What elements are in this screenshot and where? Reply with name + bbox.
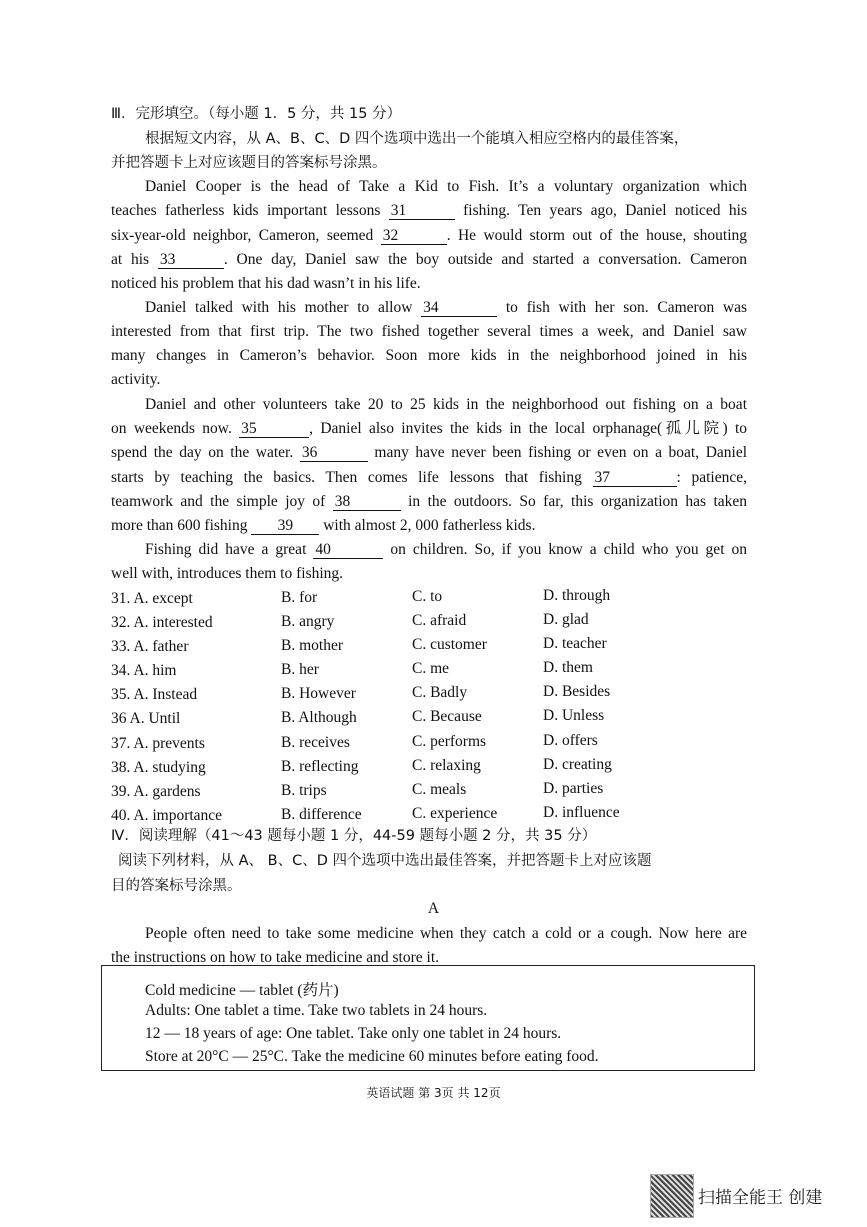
option-a: 36 A. Until [111, 710, 181, 727]
option-c: C. performs [412, 733, 487, 750]
option-d: D. glad [543, 611, 589, 628]
passage-line [111, 443, 747, 463]
passage-line [111, 419, 747, 439]
passage-text: on weekends now. [111, 420, 232, 437]
page-footer: 英语试题 第 3页 共 12页 [366, 1086, 501, 1100]
passage-line [111, 226, 747, 246]
option-c: C. experience [412, 805, 498, 822]
section-3-heading: Ⅲ．完形填空。（每小题 1．5 分，共 15 分） [111, 106, 402, 122]
section-4-heading: Ⅳ．阅读理解（41～43 题每小题 1 分，44-59 题每小题 2 分，共 35 分） [111, 828, 597, 844]
passage-text: teamwork and the simple joy of [111, 493, 326, 510]
passage-text: more than 600 fishing [111, 517, 248, 534]
section-3-instruction: 根据短文内容，从 A、B、C、D 四个选项中选出一个能填入相应空格内的最佳答案， [145, 131, 689, 147]
blank-38: 38 [333, 493, 401, 511]
option-a: 38. A. studying [111, 759, 206, 776]
scanner-watermark: 扫描全能王 创建 [698, 1188, 823, 1208]
passage-line: many changes in Cameron’s behavior. Soon more kids in the neighborhood joined in his [111, 347, 747, 364]
option-c: C. customer [412, 636, 487, 653]
medicine-instructions-box [101, 965, 755, 1071]
passage-text: at his [111, 251, 150, 268]
option-c: C. relaxing [412, 757, 481, 774]
option-c: C. to [412, 588, 443, 605]
option-b: B. her [281, 661, 319, 678]
passage-line: Daniel and other volunteers take 20 to 25 kids in the neighborhood out fishing on a boat [145, 396, 747, 413]
passage-text: on children. So, if you know a child who you get on [390, 541, 747, 558]
passage-line [111, 468, 747, 488]
passage-line [111, 492, 747, 512]
blank-35: 35 [239, 420, 309, 438]
passage-text: spend the day on the water. [111, 444, 294, 461]
option-b: B. reflecting [281, 758, 359, 775]
option-d: D. Besides [543, 683, 611, 700]
blank-33: 33 [158, 251, 224, 269]
option-c: C. Because [412, 708, 482, 725]
passage-text: in the outdoors. So far, this organization has taken [408, 493, 748, 510]
option-d: D. creating [543, 756, 612, 773]
passage-text: with almost 2, 000 fatherless kids. [323, 517, 536, 534]
passage-text: . One day, Daniel saw the boy outside and started a conversation. Cameron [223, 251, 747, 268]
medicine-adults-dosage: Adults: One tablet a time. Take two tablets in 24 hours. [145, 1002, 488, 1019]
option-c: C. meals [412, 781, 467, 798]
option-b: B. receives [281, 734, 350, 751]
passage-text: fishing. Ten years ago, Daniel noticed his [463, 202, 748, 219]
passage-text: : patience, [676, 469, 747, 486]
blank-36: 36 [300, 444, 368, 462]
blank-32: 32 [381, 227, 447, 245]
option-b: B. trips [281, 782, 327, 799]
option-a: 39. A. gardens [111, 783, 201, 800]
passage-line: Daniel Cooper is the head of Take a Kid to Fish. It’s a voluntary organization which [145, 178, 747, 195]
option-a: 35. A. Instead [111, 686, 198, 703]
section-4-instruction-cont: 目的答案标号涂黑。 [111, 878, 242, 894]
passage-text: six-year-old neighbor, Cameron, seemed [111, 227, 374, 244]
passage-text: Fishing did have a great [145, 541, 307, 558]
option-d: D. parties [543, 780, 604, 797]
passage-line [145, 540, 747, 560]
section-4-instruction: 阅读下列材料，从 A、 B、C、D 四个选项中选出最佳答案，并把答题卡上对应该题 [118, 853, 652, 869]
passage-text: starts by teaching the basics. Then comes life lessons that fishing [111, 469, 582, 486]
option-b: B. difference [281, 806, 362, 823]
blank-31: 31 [389, 202, 455, 220]
option-d: D. teacher [543, 635, 607, 652]
option-a: 33. A. father [111, 638, 189, 655]
passage-line: well with, introduces them to fishing. [111, 565, 344, 582]
passage-line: People often need to take some medicine when they catch a cold or a cough. Now here are [145, 925, 747, 942]
passage-line: the instructions on how to take medicine and store it. [111, 949, 440, 966]
passage-line [111, 516, 747, 536]
option-c: C. me [412, 660, 450, 677]
option-b: B. However [281, 685, 356, 702]
medicine-title: Cold medicine — tablet (药片) [145, 982, 339, 999]
option-d: D. Unless [543, 707, 605, 724]
option-d: D. influence [543, 804, 620, 821]
part-label: A [427, 900, 440, 917]
option-c: C. Badly [412, 684, 468, 701]
blank-37: 37 [593, 469, 677, 487]
section-3-instruction-cont: 并把答题卡上对应该题目的答案标号涂黑。 [111, 155, 387, 171]
medicine-storage: Store at 20°C — 25°C. Take the medicine 60 minutes before eating food. [145, 1048, 599, 1065]
passage-text: . He would storm out of the house, shouting [446, 227, 748, 244]
blank-40: 40 [313, 541, 383, 559]
medicine-teens-dosage: 12 — 18 years of age: One tablet. Take only one tablet in 24 hours. [145, 1025, 562, 1042]
passage-text: to fish with her son. Cameron was [505, 299, 748, 316]
passage-line: interested from that first trip. The two fished together several times a week, and Daniel saw [111, 323, 747, 340]
option-a: 32. A. interested [111, 614, 213, 631]
passage-text: , Daniel also invites the kids in the local orphanage(孤儿院) to [309, 420, 747, 437]
passage-line [111, 250, 747, 270]
option-d: D. offers [543, 732, 598, 749]
option-a: 31. A. except [111, 590, 193, 607]
qr-code-icon [650, 1174, 694, 1218]
blank-34: 34 [421, 299, 497, 317]
passage-line: noticed his problem that his dad wasn’t in his life. [111, 275, 421, 292]
option-d: D. them [543, 659, 593, 676]
passage-line [111, 201, 747, 221]
option-a: 34. A. him [111, 662, 177, 679]
option-b: B. Although [281, 709, 357, 726]
passage-text: many have never been fishing or even on a boat, Daniel [374, 444, 748, 461]
option-c: C. afraid [412, 612, 467, 629]
option-b: B. for [281, 589, 318, 606]
passage-line: activity. [111, 371, 161, 388]
passage-line [145, 298, 747, 318]
option-b: B. mother [281, 637, 343, 654]
passage-text: Daniel talked with his mother to allow [145, 299, 413, 316]
option-b: B. angry [281, 613, 335, 630]
option-a: 37. A. prevents [111, 735, 205, 752]
blank-39: 39 [251, 517, 319, 535]
passage-text: teaches fatherless kids important lessons [111, 202, 381, 219]
option-d: D. through [543, 587, 611, 604]
option-a: 40. A. importance [111, 807, 223, 824]
